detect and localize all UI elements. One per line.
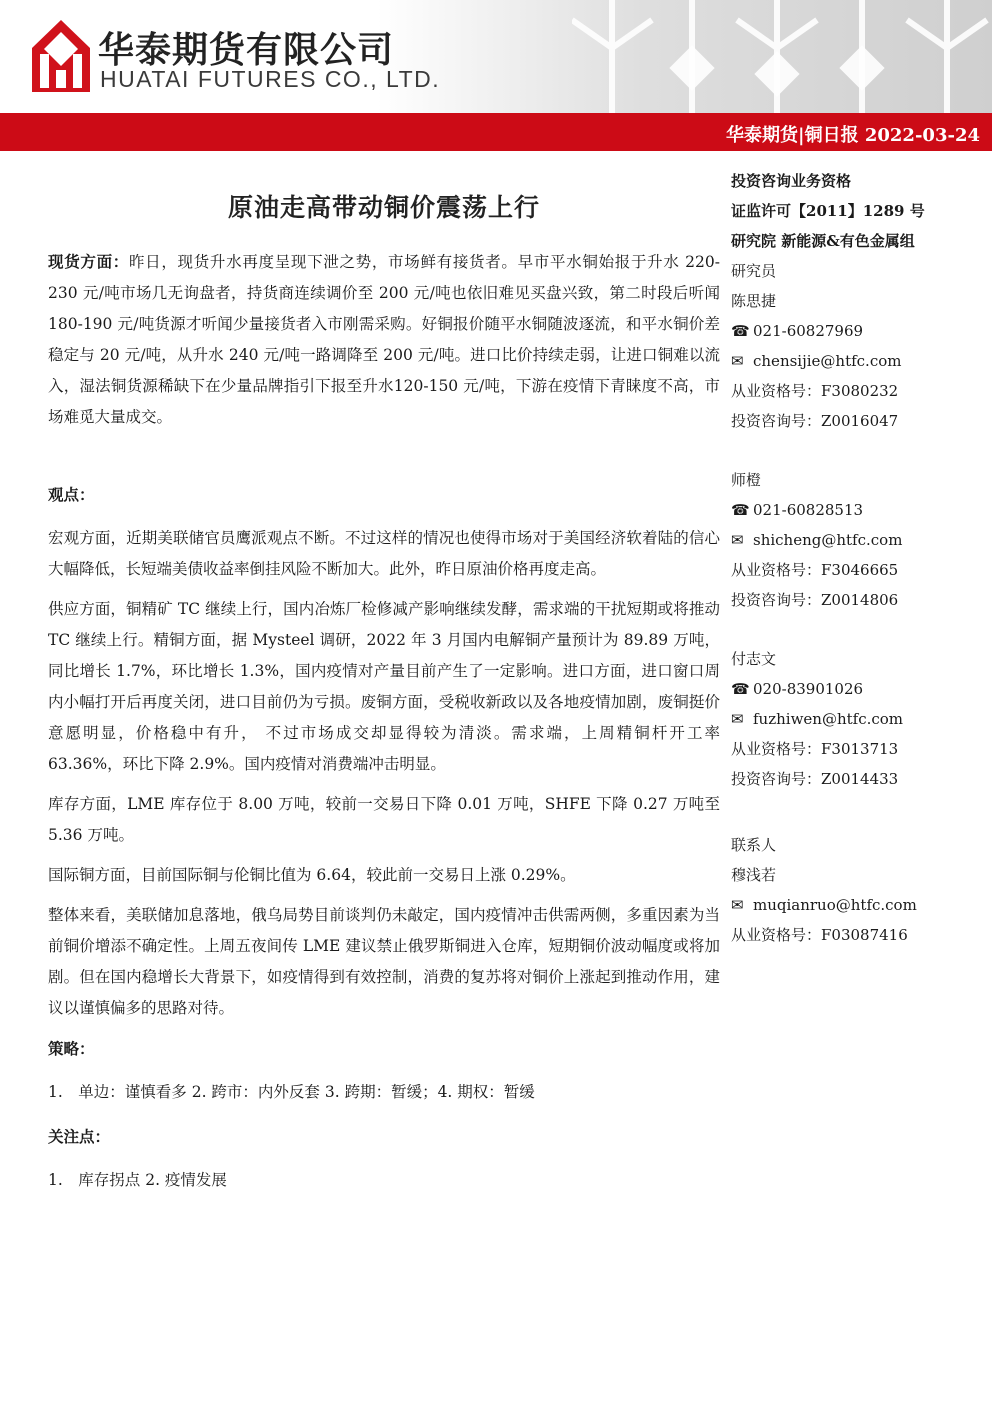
focus-heading: 关注点： (48, 1127, 111, 1146)
inventory-paragraph: 库存方面，LME 库存位于 8.00 万吨，较前一交易日下降 0.01 万吨，SHFE 下降 0.27 万吨至 5.36 万吨。 (48, 795, 720, 844)
researcher-name: 陈思捷 (731, 292, 777, 310)
researcher-phone: ☎ 021-60828513 (731, 495, 981, 525)
researcher-cert: 从业资格号：F3080232 (731, 382, 899, 400)
report-header (0, 0, 992, 113)
qualification: 投资咨询业务资格 (731, 172, 852, 190)
contact-label: 联系人 (731, 836, 777, 854)
strategy-heading: 策略： (48, 1039, 95, 1058)
researcher-name: 付志文 (731, 650, 777, 668)
spot-label: 现货方面： (48, 252, 129, 271)
overall-paragraph: 整体来看，美联储加息落地，俄乌局势目前谈判仍未敲定，国内疫情冲击供需两侧，多重因素为当前铜价增添不确定性。上周五夜间传 LME 建议禁止俄罗斯铜进入仓库，短期铜价波动幅度或将加剧。但在国内稳增长大背景下，如疫情得到有效控制，消费的复苏将对铜价上涨起到推动作用，建议以谨慎偏多的思路对待。 (48, 906, 720, 1017)
report-bar (0, 113, 992, 151)
views-heading: 观点： (48, 485, 95, 504)
researcher-cert: 从业资格号：F3046665 (731, 561, 899, 579)
researcher-advisory: 投资咨询号：Z0016047 (731, 412, 899, 430)
researcher-cert: 从业资格号：F3013713 (731, 740, 899, 758)
researcher-email[interactable]: ✉ chensijie@htfc.com (731, 346, 981, 376)
researcher-label: 研究员 (731, 262, 777, 280)
contact-cert: 从业资格号：F03087416 (731, 926, 908, 944)
spot-text: 昨日，现货升水再度呈现下泄之势，市场鲜有接货者。早市平水铜始报于升水 220-230 元/吨市场几无询盘者，持货商连续调价至 200 元/吨也依旧难见买盘兴致，第二时段后听闻 180-190 元/吨货源才听闻少量接货者入市刚需采购。好铜报价随平水铜随波逐流，和平水铜价差稳定与 20 元/吨，从升水 240 元/吨一路调降至 200 元/吨。进口比价持续走弱，让进口铜难以流入，湿法铜货源稀缺下在少量品牌指引下报至升水120-150 元/吨，下游在疫情下青睐度不高，市场难觅大量成交。 (48, 253, 720, 426)
researcher-email[interactable]: ✉ shicheng@htfc.com (731, 525, 981, 555)
researcher-email[interactable]: ✉ fuzhiwen@htfc.com (731, 704, 981, 734)
phone-icon: ☎ (731, 680, 750, 698)
researcher-phone: ☎ 020-83901026 (731, 674, 981, 704)
mail-icon: ✉ (731, 352, 744, 370)
institute: 研究院 新能源&有色金属组 (731, 232, 915, 250)
international-paragraph: 国际铜方面，目前国际铜与伦铜比值为 6.64，较此前一交易日上涨 0.29%。 (48, 866, 576, 884)
company-name-en: HUATAI FUTURES CO., LTD. (100, 66, 441, 92)
strategy-text: 1. 单边：谨慎看多 2. 跨市：内外反套 3. 跨期：暂缓；4. 期权：暂缓 (48, 1083, 535, 1101)
spot-paragraph (48, 246, 720, 433)
mail-icon: ✉ (731, 531, 744, 549)
report-line: 华泰期货|铜日报 2022-03-24 (726, 125, 980, 146)
sidebar (731, 166, 981, 950)
license-number: 证监许可【2011】1289 号 (731, 202, 925, 220)
phone-icon: ☎ (731, 322, 750, 340)
mail-icon: ✉ (731, 896, 744, 914)
contact-name: 穆浅若 (731, 866, 777, 884)
phone-icon: ☎ (731, 501, 750, 519)
main-content (48, 170, 720, 1196)
researcher-advisory: 投资咨询号：Z0014433 (731, 770, 899, 788)
report-title: 原油走高带动铜价震荡上行 (227, 193, 540, 222)
researcher-advisory: 投资咨询号：Z0014806 (731, 591, 899, 609)
researcher-name: 师橙 (731, 471, 762, 489)
mail-icon: ✉ (731, 710, 744, 728)
macro-paragraph: 宏观方面，近期美联储官员鹰派观点不断。不过这样的情况也使得市场对于美国经济软着陆的信心大幅降低，长短端美债收益率倒挂风险不断加大。此外，昨日原油价格再度走高。 (48, 529, 720, 578)
supply-paragraph: 供应方面，铜精矿 TC 继续上行，国内冶炼厂检修减产影响继续发酵，需求端的干扰短期或将推动 TC 继续上行。精铜方面，据 Mysteel 调研，2022 年 3 月国内电解铜产量预计为 89.89 万吨，同比增长 1.7%，环比增长 1.3%，国内疫情对产量目前产生了一定影响。进口方面，进口窗口周内小幅打开后再度关闭，进口目前仍为亏损。废铜方面，受税收新政以及各地疫情加剧，废铜挺价意愿明显，价格稳中有升， 不过市场成交却显得较为清淡。需求端，上周精铜杆开工率 63.36%，环比下降 2.9%。国内疫情对消费端冲击明显。 (48, 600, 720, 773)
researcher-phone: ☎ 021-60827969 (731, 316, 981, 346)
header-decoration (572, 0, 992, 113)
company-name-cn: 华泰期货有限公司 (98, 30, 395, 71)
contact-email[interactable]: ✉ muqianruo@htfc.com (731, 890, 981, 920)
focus-text: 1. 库存拐点 2. 疫情发展 (48, 1171, 227, 1189)
company-logo (32, 20, 90, 92)
